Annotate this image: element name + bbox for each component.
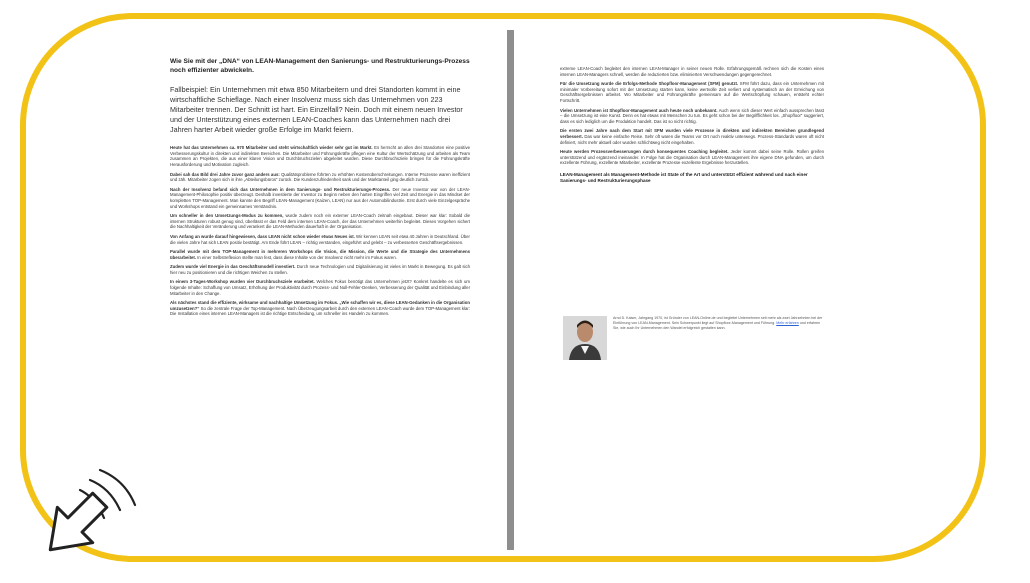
paragraph-text: So die zentrale Frage der Top-Management. Nach Überzeugungsarbeit durch den externen LEAN-Coach wurde dem TOP-Management klar: Die Installation eines internen LEAN-Managers ist die richtige Entscheidung, um schneller ins Handeln zu kommen. bbox=[170, 305, 470, 317]
article-paragraph bbox=[170, 279, 470, 296]
article-closing: LEAN-Management als Management-Methode ist State of the Art und unterstützt effizient während und nach einer Sanierungs- und Restrukturierungsphase bbox=[560, 171, 808, 183]
article-paragraph bbox=[560, 81, 824, 103]
paragraph-text: In einer Selbstreflexion stellte man fest, dass diese Inhalte von der Insolvenz nicht mehr im Fokus waren. bbox=[197, 254, 397, 260]
author-bio-text: Arnd D. Kaiser, Jahrgang 1970, ist Gründer von LEAN-Online.de und begleitet Unternehmen seit mehr als zwei Jahrzehnten bei der Einführung von LEAN-Management. Sein Schwerpunkt liegt auf Shopfloor-Management und Führung. bbox=[613, 316, 823, 325]
article-paragraph bbox=[170, 213, 470, 230]
paragraph-text: Wir kennen LEAN seit etwa 40 Jahren in Deutschland. Über die vielen Jahre hat sich LEAN positiv bestätigt. Am Ende führt LEAN – richtig verstanden, eingeführt und gelebt – zu verbesserten Geschäftsergebnissen. bbox=[170, 233, 470, 245]
paragraph-text: wurde zudem noch ein externer LEAN-Coach zeitnah eingebaut. Dieser war klar: Sobald die internen Strukturen robust genug sind, überlässt er das Feld dem internen LEAN-Coach, der das Unternehmen weiterhin begleitet. Dieses Vorgehen sichert die Nachhaltigkeit der Veränderung und verankert die LEAN-Methoden dauerhaft in der Organisation. bbox=[170, 213, 470, 230]
paragraph-lead: Um schneller in den Umsetzungs-Modus zu kommen, bbox=[170, 213, 284, 219]
author-bio-tail: und erfahren Sie, wie auch Ihr Unternehmen den Wandel erfolgreich gestalten kann. bbox=[613, 320, 821, 330]
author-link[interactable]: Mehr erfahren bbox=[776, 320, 799, 325]
document-page-right bbox=[520, 30, 848, 360]
paragraph-text: Welches Fokus benötigt das Unternehmen jetzt? Konkret handelte es sich um folgende Inhalte: Schaffung von Umsatz, Erhöhung der Produktivität durch Prozess- und Null-Fehler-Denken, Verbesserung der Qualität und Einbindung aller Mitarbeiter in den Change. bbox=[170, 279, 470, 296]
article-title: Wie Sie mit der „DNA“ von LEAN-Management den Sanierungs- und Restrukturierungs-Prozess noch effizienter abwickeln. bbox=[170, 58, 470, 74]
article-paragraph bbox=[170, 187, 470, 209]
paragraph-lead: Parallel wurde mit dem TOP-Management in mehreren Workshops die Vision, die Mission, die Werte und die Strategie des Unternehmens überarbeitet. bbox=[170, 249, 470, 260]
pointer-cursor-icon bbox=[30, 450, 150, 570]
document-page-left bbox=[140, 30, 500, 550]
paragraph-lead: Dabei sah das Bild drei Jahre zuvor ganz anders aus: bbox=[170, 171, 280, 177]
paragraph-text: Der neue Investor war von der LEAN-Management-Philosophie positiv überzeugt. Deshalb investierte der Investor zu Beginn neben den harten Eingriffen viel Zeit und Energie in das Mindset der kompletten TOP-Management. Man kannte den Begriff LEAN-Management (Kaizen, LEAN) nur aus der Automobilindustrie. Erst durch viele Einzelgespräche und Workshops entstand ein gemeinsames Verständnis. bbox=[170, 186, 470, 209]
paragraph-text: extreme LEAN-Coach begleitet den internen LEAN-Manager in seiner neuen Rolle. Erfahrungsgemäß rechnen sich die Kosten eines internen LEAN-Managers schnell, werden die reduzierten bzw. eliminierten Verschwendungen gegengerechnet. bbox=[560, 66, 824, 77]
paragraph-lead: Zudem wurde viel Energie in das Geschäftsmodell investiert. bbox=[170, 264, 296, 270]
paragraph-lead: In einem 3-Tages-Workshop wurden vier Durchbruchsziele erarbeitet. bbox=[170, 279, 315, 285]
paragraph-lead: Die ersten zwei Jahre nach dem Start mit SFM wurden viele Prozesse in direkten und indirekten Bereichen grundlegend verbessert. bbox=[560, 128, 824, 139]
article-paragraph bbox=[170, 249, 470, 260]
article-paragraph bbox=[170, 145, 470, 167]
article-paragraph bbox=[560, 66, 824, 77]
author-box bbox=[563, 316, 823, 360]
paragraph-text: Qualitätsprobleme führten zu erhöhten Kostenüberschreitungen. Interne Prozesse waren ineffizient und zäh. Mitarbeiter zogen sich in ihre „Abteilungsbüros“ zurück. Die Kundenzufriedenheit sank und der Marktanteil ging deutlich zurück. bbox=[170, 171, 470, 183]
page-divider bbox=[507, 30, 514, 550]
paragraph-text: Auch wenn sich dieser Wert einfach aussprechen lässt – die Umsetzung ist eine Kunst. Denn es hat etwas mit Menschen zu tun. Es geht schon bei der Begrifflichkeit los. „Shopfloor“ suggeriert, dass es sich lediglich um die Produktion handelt. Das ist so nicht richtig. bbox=[560, 107, 824, 124]
paragraph-lead: Nach der Insolvenz befand sich das Unternehmen in dem Sanierungs- und Restrukturierungs-Prozess. bbox=[170, 186, 391, 192]
paragraph-lead: Heute werden Prozessverbesserungen durch konsequentes Coaching begleitet. bbox=[560, 149, 729, 155]
article-paragraph bbox=[170, 264, 470, 275]
article-body-left bbox=[140, 145, 500, 317]
paragraph-lead: Als nächstes stand die effiziente, wirksame und nachhaltige Umsetzung im Fokus. „Wie schaffen wir es, diese LEAN-Gedanken in die Organisation umzusetzen?“ bbox=[170, 300, 470, 311]
article-paragraph bbox=[560, 128, 824, 145]
author-bio bbox=[613, 316, 823, 330]
article-lead: Fallbeispiel: Ein Unternehmen mit etwa 850 Mitarbeitern und drei Standorten kommt in eine wirtschaftliche Schieflage. Nach einer Insolvenz muss sich das Unternehmen von 223 Mitarbeiter trennen. Der Schnitt ist hart. Ein Einzelfall? Nein. Doch mit einem neuen Investor und der Unterstützung eines externen LEAN-Coaches kann das Unternehmen nach drei Jahren harter Arbeit wieder große Erfolge im Markt feiern. bbox=[170, 85, 463, 135]
article-paragraph bbox=[170, 300, 470, 317]
author-photo bbox=[563, 316, 607, 360]
article-paragraph bbox=[170, 172, 470, 183]
paragraph-text: Das war keine einfache Reise. Sehr oft waren die Teams vor Ort noch reaktiv unterwegs. Prozess-Standards waren oft nicht definiert, nicht mehr aktuell oder wurden schlichtweg nicht eingehalten. bbox=[560, 133, 824, 145]
paragraph-lead: Für die Umsetzung wurde die Erfolgs-Methode Shopfloor-Management (SFM) genutzt. bbox=[560, 81, 739, 87]
paragraph-lead: Heute hat das Unternehmen ca. 970 Mitarbeiter und steht wirtschaftlich wieder sehr gut im Markt. bbox=[170, 145, 373, 151]
article-paragraph bbox=[560, 149, 824, 166]
paragraph-text: Es herrscht an allen drei Standorten eine positive Verbesserungskultur in direkten und indirekten Bereichen. Die Mitarbeiter und Führungskräfte pflegen eine Kultur der Wertschätzung und arbeiten als Team zusammen an Projekten, die aus einer klaren Vision und Durchbruchszielen abgeleitet wurden. Diese Durchbruchsziele bringen für die Führungskräfte Herausforderung und Motivation zugleich. bbox=[170, 145, 470, 167]
article-body-right bbox=[520, 66, 848, 166]
article-paragraph bbox=[170, 234, 470, 245]
article-paragraph bbox=[560, 108, 824, 125]
paragraph-lead: Vielen Unternehmen ist Shopfloor-Management auch heute noch unbekannt. bbox=[560, 107, 718, 113]
paragraph-text: Jeder kommt dabei seine Rolle. Rollen greifen unterstützend und ergänzend ineinander. In Folge hat die Organisation durch LEAN-Management ihre eigene DNA gefunden, um durch exzellente Führung, exzellente Mitarbeiter, exzellente Prozesse exzellente Ergebnisse herzustellen. bbox=[560, 149, 824, 166]
paragraph-text: SFM führt dazu, dass ein Unternehmen mit minimaler Vorbereitung sofort mit der Umsetzung starten kann, keine wertvolle Zeit verliert und systematisch an der Erreichung von Geschäftsergebnissen arbeitet. Wo Mitarbeiter und Führungskräfte gemeinsam auf die Wertschöpfung schauen, entsteht echter Fortschritt. bbox=[560, 81, 824, 103]
paragraph-lead: Von Anfang an wurde darauf hingewiesen, dass LEAN nicht schon wieder etwas Neues ist. bbox=[170, 233, 355, 239]
paragraph-text: Durch neue Technologien und Digitalisierung ist vieles im Markt in Bewegung. Es galt sich hier neu zu positionieren und die richtigen Weichen zu stellen. bbox=[170, 264, 470, 275]
